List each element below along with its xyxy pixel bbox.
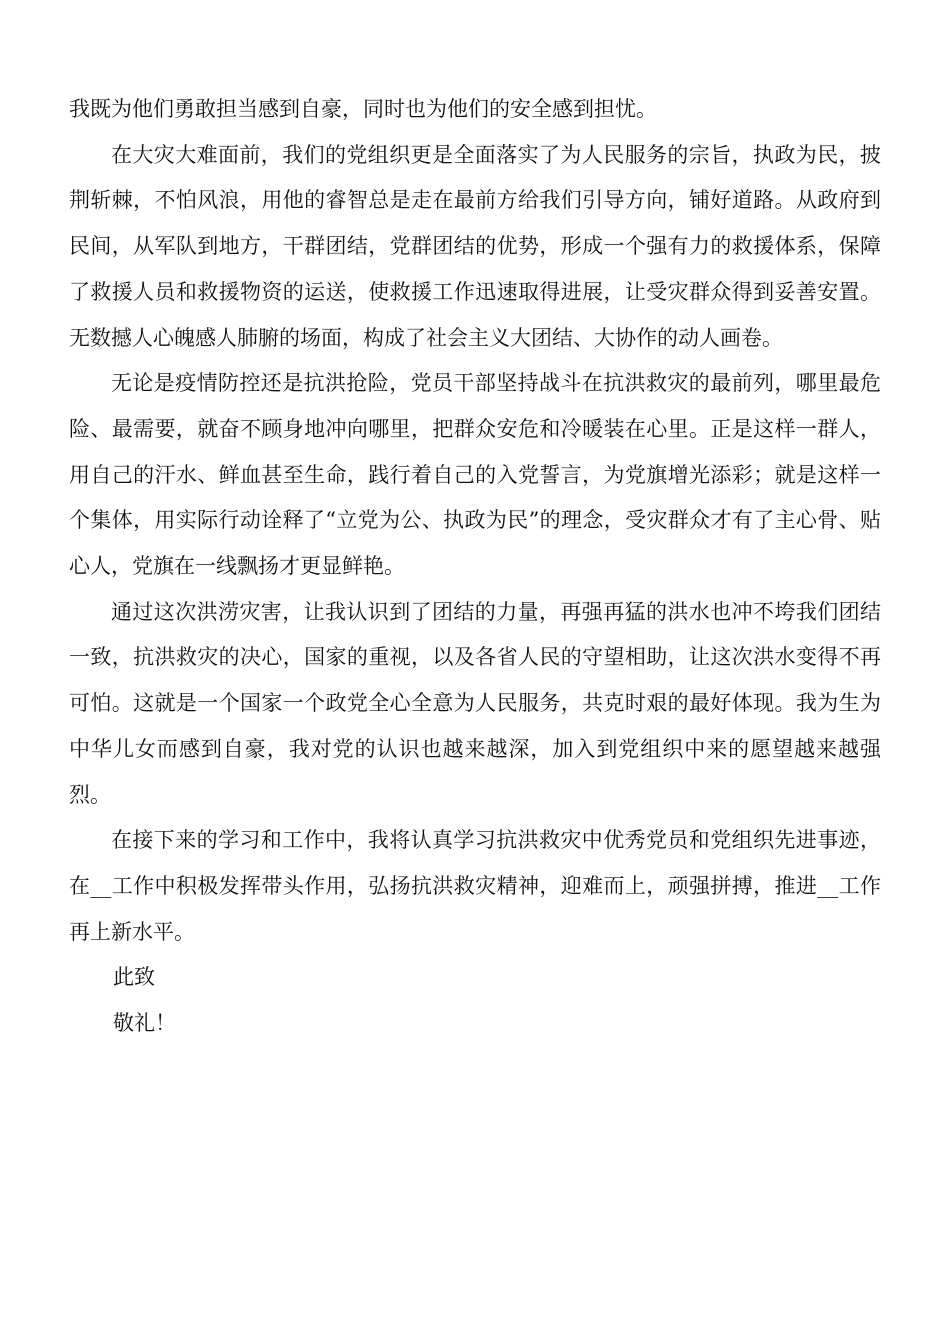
paragraph-continuation: 我既为他们勇敢担当感到自豪，同时也为他们的安全感到担忧。: [69, 97, 657, 121]
closing-salutation: 此致: [113, 965, 155, 990]
paragraph-party-organization: 在大灾大难面前，我们的党组织更是全面落实了为人民服务的宗旨，执政为民，披荆斩棘，不怕风浪，用他的睿智总是走在最前方给我们引导方向，铺好道路。从政府到民间，从军队到地方，干群团结，党群团结的优势，形成一个强有力的救援体系，保障了救援人员和救援物资的运送，使救援工作迅速取得进展，让受灾群众得到妥善安置。无数撼人心魄感人肺腑的场面，构成了社会主义大团结、大协作的动人画卷。: [69, 142, 881, 350]
paragraph-party-members: 无论是疫情防控还是抗洪抢险，党员干部坚持战斗在抗洪救灾的最前列，哪里最危险、最需要，就奋不顾身地冲向哪里，把群众安危和冷暖装在心里。正是这样一群人，用自己的汗水、鲜血甚至生命，践行着自己的入党誓言，为党旗增光添彩；就是这样一个集体，用实际行动诠释了“立党为公、执政为民”的理念，受灾群众才有了主心骨、贴心人，党旗在一线飘扬才更显鲜艳。: [69, 371, 881, 579]
closing-regards: 敬礼！: [113, 1011, 176, 1036]
paragraph-commitment: 在接下来的学习和工作中，我将认真学习抗洪救灾中优秀党员和党组织先进事迹，在__工作中积极发挥带头作用，弘扬抗洪救灾精神，迎难而上，顽强拼搏，推进__工作再上新水平。: [69, 828, 881, 944]
paragraph-unity: 通过这次洪涝灾害，让我认识到了团结的力量，再强再猛的洪水也冲不垮我们团结一致，抗洪救灾的决心，国家的重视，以及各省人民的守望相助，让这次洪水变得不再可怕。这就是一个国家一个政党全心全意为人民服务，共克时艰的最好体现。我为生为中华儿女而感到自豪，我对党的认识也越来越深，加入到党组织中来的愿望越来越强烈。: [69, 599, 881, 807]
